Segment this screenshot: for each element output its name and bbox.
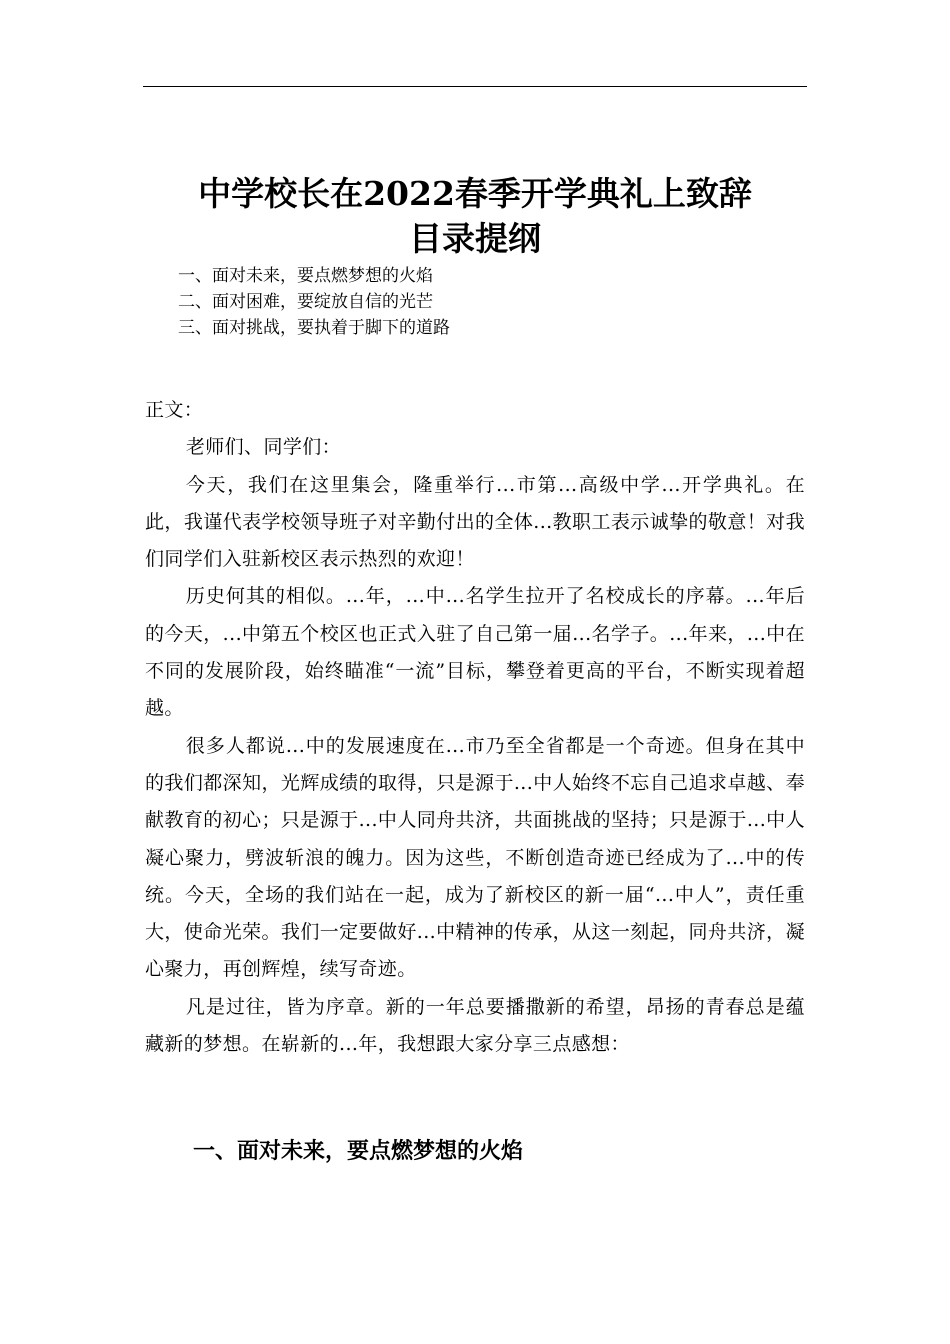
outline-item-1: 一、面对未来，要点燃梦想的火焰 <box>178 266 433 286</box>
outline-item-3: 三、面对挑战，要执着于脚下的道路 <box>178 318 450 338</box>
outline-list <box>178 263 450 341</box>
greeting: 老师们、同学们： <box>185 436 342 459</box>
paragraph-1: 今天，我们在这里集会，隆重举行...市第...高级中学...开学典礼。在此，我谨代表学校领导班子对辛勤付出的全体...教职工表示诚挚的敬意！对我们同学们入驻新校区表示热烈的欢迎！ <box>145 473 805 571</box>
outline-title: 目录提纲 <box>409 219 541 258</box>
section-heading-1: 一、面对未来，要点燃梦想的火焰 <box>193 1139 524 1164</box>
paragraph-4: 凡是过往，皆为序章。新的一年总要播撒新的希望，昂扬的青春总是蕴藏新的梦想。在崭新的...年，我想跟大家分享三点感想： <box>145 995 805 1056</box>
outline-item-2: 二、面对困难，要绽放自信的光芒 <box>178 292 433 312</box>
body-text <box>145 392 805 1063</box>
header-rule <box>143 86 807 87</box>
document-title: 中学校长在2022春季开学典礼上致辞 <box>198 174 752 213</box>
body-label: 正文： <box>145 399 204 421</box>
paragraph-3: 很多人都说...中的发展速度在...市乃至全省都是一个奇迹。但身在其中的我们都深知，光辉成绩的取得，只是源于...中人始终不忘自己追求卓越、奉献教育的初心；只是源于...中人同舟共济，共面挑战的坚持；只是源于...中人凝心聚力，劈波斩浪的魄力。因为这些，不断创造奇迹已经成为了...中的传统。今天，全场的我们站在一起，成为了新校区的新一届“...中人”，责任重大，使命光荣。我们一定要做好...中精神的传承，从这一刻起，同舟共济，凝心聚力，再创辉煌，续写奇迹。 <box>145 734 805 981</box>
paragraph-2: 历史何其的相似。...年，...中...名学生拉开了名校成长的序幕。...年后的今天，...中第五个校区也正式入驻了自己第一届...名学子。...年来，...中在不同的发展阶段，始终瞄准“一流”目标，攀登着更高的平台，不断实现着超越。 <box>145 585 805 720</box>
